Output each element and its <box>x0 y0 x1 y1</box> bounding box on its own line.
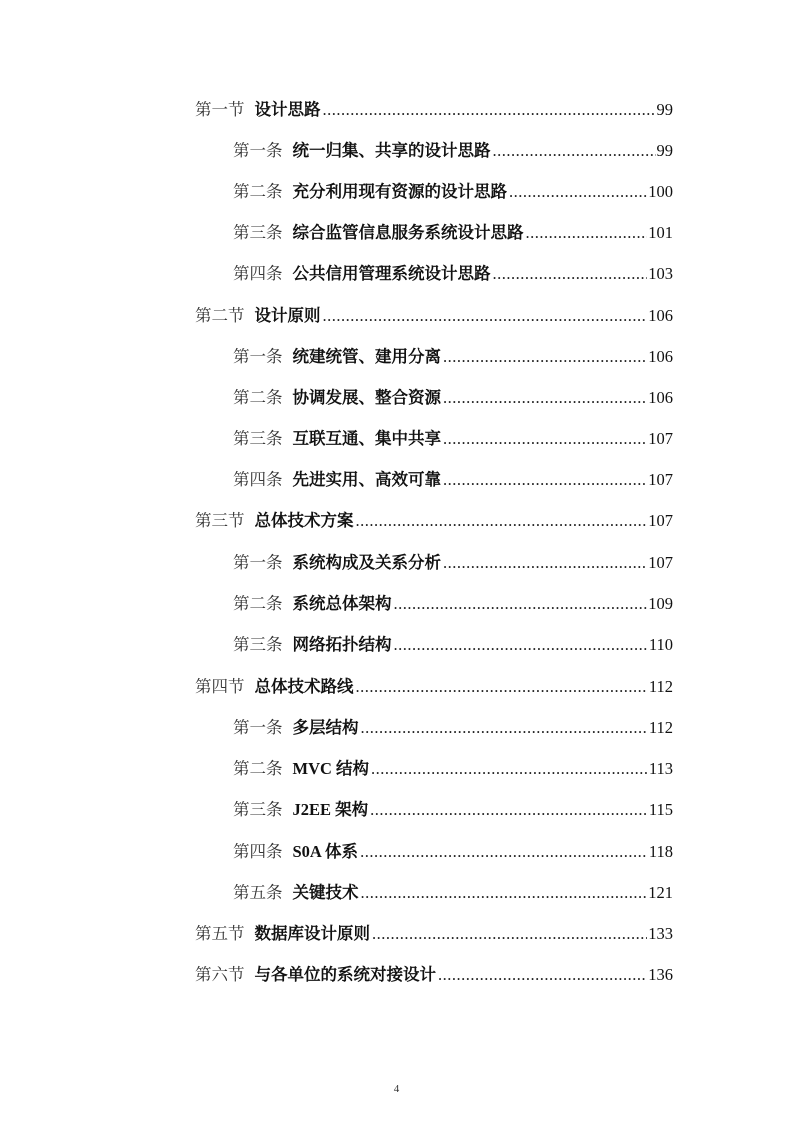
dot-leader <box>370 795 648 825</box>
toc-entry[interactable] <box>195 672 673 702</box>
toc-entry-page: 103 <box>648 264 673 283</box>
toc-entry-page: 107 <box>648 511 673 530</box>
toc-entry-title: 总体技术方案 <box>254 511 354 530</box>
toc-entry-label: 第二节 <box>195 306 245 325</box>
toc-entry-label: 第五条 <box>233 883 283 902</box>
toc-entry-title: 数据库设计原则 <box>254 924 370 943</box>
dot-leader <box>372 919 647 949</box>
page-number: 4 <box>393 1083 400 1095</box>
toc-entry[interactable] <box>233 136 673 166</box>
toc-entry-page: 136 <box>648 965 673 984</box>
toc-entry-page: 107 <box>648 470 673 489</box>
dot-leader <box>360 837 648 867</box>
dot-leader <box>509 177 647 207</box>
toc-entry[interactable] <box>233 795 673 825</box>
toc-entry[interactable] <box>195 301 673 331</box>
toc-entry-page: 109 <box>648 594 673 613</box>
toc-entry-title: S0A 体系 <box>292 842 359 861</box>
toc-entry[interactable] <box>233 837 673 867</box>
toc-entry-title: 统建统管、建用分离 <box>292 347 441 366</box>
toc-entry-page: 99 <box>656 100 673 119</box>
toc-entry-title: 设计原则 <box>254 306 321 325</box>
toc-entry-label: 第二条 <box>233 594 283 613</box>
toc-entry[interactable] <box>233 713 673 743</box>
toc-entry-title: 系统构成及关系分析 <box>292 553 441 572</box>
toc-entry-title: 先进实用、高效可靠 <box>292 470 441 489</box>
dot-leader <box>443 424 647 454</box>
toc-entry-page: 113 <box>648 759 673 778</box>
dot-leader <box>323 95 656 125</box>
toc-entry[interactable] <box>195 960 673 990</box>
dot-leader <box>323 301 648 331</box>
dot-leader <box>394 589 648 619</box>
toc-entry[interactable] <box>233 465 673 495</box>
toc-entry[interactable] <box>233 878 673 908</box>
toc-entry[interactable] <box>195 506 673 536</box>
toc-entry-label: 第五节 <box>195 924 245 943</box>
toc-entry-title: 协调发展、整合资源 <box>292 388 441 407</box>
toc-entry-label: 第四条 <box>233 842 283 861</box>
toc-entry-label: 第六节 <box>195 965 245 984</box>
toc-entry-title: 公共信用管理系统设计思路 <box>292 264 491 283</box>
toc-entry-page: 115 <box>648 800 673 819</box>
toc-entry-title: J2EE 架构 <box>292 800 369 819</box>
dot-leader <box>493 136 656 166</box>
toc-entry-title: 关键技术 <box>292 883 359 902</box>
toc-entry-title: 系统总体架构 <box>292 594 392 613</box>
toc-entry-page: 112 <box>648 677 673 696</box>
toc-entry-page: 106 <box>648 306 673 325</box>
dot-leader <box>443 548 647 578</box>
dot-leader <box>356 506 648 536</box>
dot-leader <box>356 672 648 702</box>
toc-entry[interactable] <box>195 95 673 125</box>
toc-entry-label: 第三节 <box>195 511 245 530</box>
toc-entry-title: 总体技术路线 <box>254 677 354 696</box>
toc-entry-label: 第三条 <box>233 635 283 654</box>
toc-entry-title: 统一归集、共享的设计思路 <box>292 141 491 160</box>
toc-entry-page: 106 <box>648 347 673 366</box>
toc-entry-page: 121 <box>648 883 673 902</box>
toc-entry-label: 第二条 <box>233 388 283 407</box>
toc-entry-label: 第二条 <box>233 182 283 201</box>
toc-entry-page: 112 <box>648 718 673 737</box>
toc-entry-label: 第四节 <box>195 677 245 696</box>
dot-leader <box>394 630 648 660</box>
toc-entry-title: 互联互通、集中共享 <box>292 429 441 448</box>
toc-entry-page: 133 <box>648 924 673 943</box>
toc-entry-label: 第三条 <box>233 800 283 819</box>
toc-entry[interactable] <box>233 424 673 454</box>
toc-entry-page: 118 <box>648 842 673 861</box>
toc-entry-label: 第一条 <box>233 141 283 160</box>
dot-leader <box>371 754 648 784</box>
toc-entry-page: 110 <box>648 635 673 654</box>
dot-leader <box>443 383 647 413</box>
toc-entry-label: 第一节 <box>195 100 245 119</box>
dot-leader <box>438 960 647 990</box>
toc-entry-title: 充分利用现有资源的设计思路 <box>292 182 507 201</box>
dot-leader <box>443 465 647 495</box>
toc-entry-page: 100 <box>648 182 673 201</box>
dot-leader <box>443 342 647 372</box>
toc-entry-label: 第四条 <box>233 470 283 489</box>
toc-entry-label: 第一条 <box>233 718 283 737</box>
toc-entry[interactable] <box>233 630 673 660</box>
toc-entry[interactable] <box>233 218 673 248</box>
toc-entry-page: 107 <box>648 429 673 448</box>
toc-entry[interactable] <box>233 754 673 784</box>
toc-entry[interactable] <box>233 342 673 372</box>
toc-entry-title: 综合监管信息服务系统设计思路 <box>292 223 524 242</box>
toc-entry-title: 与各单位的系统对接设计 <box>254 965 436 984</box>
toc-entry-label: 第四条 <box>233 264 283 283</box>
toc-entry-label: 第一条 <box>233 347 283 366</box>
dot-leader <box>493 259 648 289</box>
toc-entry-page: 106 <box>648 388 673 407</box>
toc-entry-title: MVC 结构 <box>292 759 370 778</box>
toc-entry[interactable] <box>195 919 673 949</box>
dot-leader <box>361 878 648 908</box>
toc-entry[interactable] <box>233 177 673 207</box>
toc-entry-page: 107 <box>648 553 673 572</box>
toc-entry[interactable] <box>233 589 673 619</box>
toc-entry[interactable] <box>233 383 673 413</box>
toc-entry-title: 设计思路 <box>254 100 321 119</box>
toc-entry-label: 第一条 <box>233 553 283 572</box>
toc-entry-label: 第三条 <box>233 223 283 242</box>
toc-entry-page: 99 <box>656 141 673 160</box>
toc-entry-title: 多层结构 <box>292 718 359 737</box>
toc-entry-title: 网络拓扑结构 <box>292 635 392 654</box>
dot-leader <box>526 218 648 248</box>
toc-entry-label: 第二条 <box>233 759 283 778</box>
toc-entry[interactable] <box>233 548 673 578</box>
toc-entry-label: 第三条 <box>233 429 283 448</box>
dot-leader <box>361 713 648 743</box>
toc-entry[interactable] <box>233 259 673 289</box>
toc-entry-page: 101 <box>648 223 673 242</box>
